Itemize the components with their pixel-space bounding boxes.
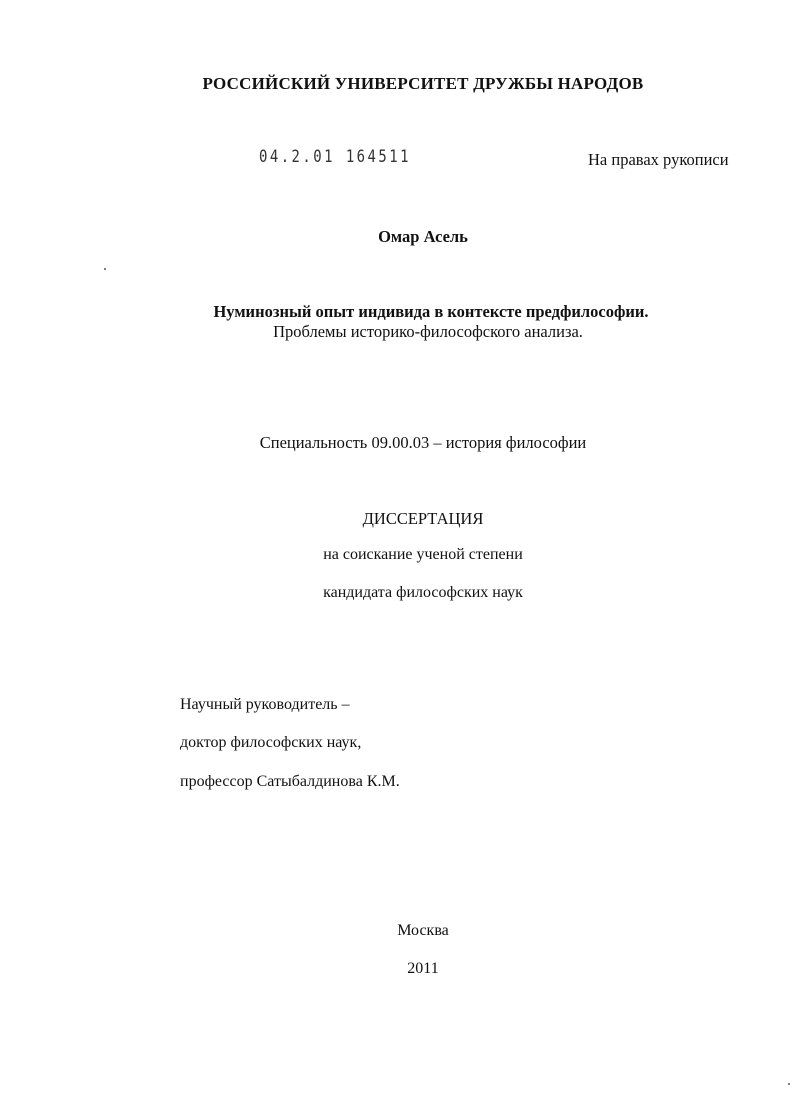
supervisor-degree: доктор философских наук, [180, 734, 362, 751]
supervisor-name: профессор Сатыбалдинова К.М. [180, 773, 400, 790]
supervisor-heading: Научный руководитель – [180, 696, 350, 713]
year: 2011 [407, 960, 439, 977]
document-type: ДИССЕРТАЦИЯ [362, 509, 484, 528]
degree-line-1: на соискание ученой степени [323, 546, 523, 563]
dissertation-title: Нуминозный опыт индивида в контексте предфилософии. [213, 302, 649, 321]
registration-stamp: 04.2.01 164511 [259, 147, 411, 167]
scan-speck [788, 1083, 790, 1085]
university-name: РОССИЙСКИЙ УНИВЕРСИТЕТ ДРУЖБЫ НАРОДОВ [202, 74, 644, 93]
rights-note: На правах рукописи [588, 150, 729, 169]
city: Москва [397, 922, 449, 939]
scan-speck [104, 268, 106, 270]
speciality-line: Специальность 09.00.03 – история философии [259, 433, 587, 452]
author-name: Омар Асель [378, 227, 468, 246]
dissertation-subtitle: Проблемы историко-философского анализа. [273, 322, 583, 341]
degree-line-2: кандидата философских наук [323, 584, 523, 601]
